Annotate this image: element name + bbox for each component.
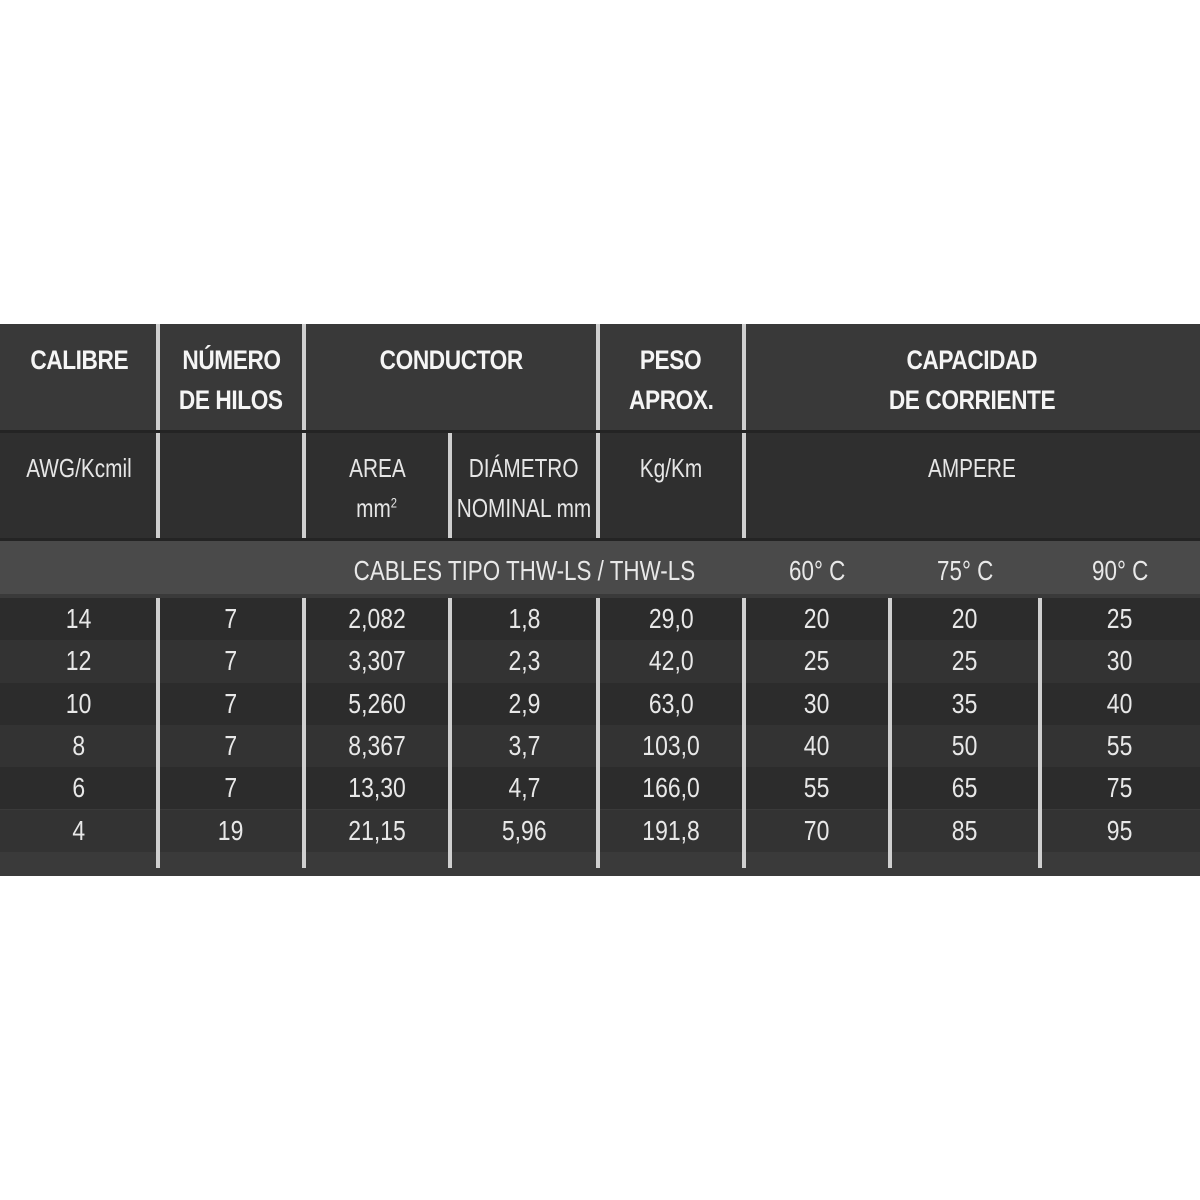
header-capacidad: [744, 324, 1200, 432]
cell-calibre: [0, 767, 158, 809]
header-conductor: [304, 324, 598, 432]
cell-value: 2,9: [508, 687, 540, 719]
cell-amp-90: [1040, 725, 1200, 767]
unit-diametro: [450, 432, 598, 540]
cell-value: 14: [66, 603, 92, 634]
header-conductor-label: CONDUCTOR: [379, 345, 523, 375]
cell-area: [304, 810, 450, 852]
cell-calibre: [0, 598, 158, 640]
cell-hilos: [158, 767, 304, 809]
cell-value: 40: [804, 729, 830, 761]
cell-hilos: [158, 683, 304, 725]
cell-hilos: [158, 725, 304, 767]
cell-value: 5,260: [348, 687, 406, 719]
cell-amp-75: [890, 640, 1040, 682]
cell-value: 2,082: [348, 603, 406, 634]
cell-value: 35: [952, 687, 978, 719]
cell-amp-60: [744, 767, 890, 809]
cell-value: 7: [224, 687, 238, 719]
cell-value: 63,0: [648, 687, 694, 719]
cell-value: 19: [218, 814, 244, 846]
cell-amp-75: [890, 598, 1040, 640]
cell-amp-75: [890, 683, 1040, 725]
cell-value: 103,0: [642, 729, 700, 761]
cell-value: 55: [804, 772, 830, 804]
cell-amp-90: [1040, 598, 1200, 640]
cell-value: 1,8: [508, 603, 540, 634]
divider: [596, 598, 600, 868]
cell-amp-90: [1040, 810, 1200, 852]
cell-value: 25: [1107, 603, 1133, 634]
temp-75-label: 75° C: [936, 555, 994, 586]
divider: [888, 598, 892, 868]
cell-amp-60: [744, 598, 890, 640]
cell-value: 50: [952, 729, 978, 761]
unit-calibre-label: AWG/Kcmil: [26, 453, 132, 483]
cell-peso: [598, 640, 744, 682]
unit-numero-hilos: [158, 432, 304, 540]
cell-peso: [598, 810, 744, 852]
divider: [742, 598, 746, 868]
cell-value: 95: [1107, 814, 1133, 846]
temp-90-label: 90° C: [1091, 555, 1149, 586]
cell-hilos: [158, 640, 304, 682]
cell-value: 25: [804, 645, 830, 677]
cell-value: 65: [952, 772, 978, 804]
header-numero-line1: NÚMERO: [181, 345, 281, 375]
row-divider: [0, 430, 1200, 433]
unit-peso-label: Kg/Km: [639, 453, 703, 483]
cell-value: 7: [224, 772, 238, 804]
header-peso-line2: APROX.: [628, 385, 714, 415]
cell-value: 30: [804, 687, 830, 719]
cell-area: [304, 683, 450, 725]
cell-value: 5,96: [501, 814, 547, 846]
cell-amp-90: [1040, 767, 1200, 809]
cell-value: 42,0: [648, 645, 694, 677]
cell-diametro: [450, 598, 598, 640]
cell-value: 75: [1107, 772, 1133, 804]
cell-value: 20: [804, 603, 830, 634]
cell-diametro: [450, 640, 598, 682]
cell-calibre: [0, 640, 158, 682]
cell-peso: [598, 598, 744, 640]
cell-amp-60: [744, 640, 890, 682]
header-peso: [598, 324, 744, 432]
cell-hilos: [158, 810, 304, 852]
cell-value: 6: [72, 772, 86, 804]
divider: [156, 598, 160, 868]
cell-amp-60: [744, 683, 890, 725]
cell-area: [304, 640, 450, 682]
cell-value: 20: [952, 603, 978, 634]
cell-value: 8,367: [348, 729, 406, 761]
cell-value: 55: [1107, 729, 1133, 761]
cell-area: [304, 598, 450, 640]
cell-calibre: [0, 725, 158, 767]
cell-diametro: [450, 767, 598, 809]
cell-value: 3,7: [508, 729, 540, 761]
unit-peso: [598, 432, 744, 540]
unit-area-line1: AREA: [348, 453, 406, 483]
cell-value: 166,0: [642, 772, 700, 804]
cell-value: 2,3: [508, 645, 540, 677]
unit-capacidad-label: AMPERE: [928, 453, 1016, 483]
cell-area: [304, 725, 450, 767]
cell-value: 25: [952, 645, 978, 677]
divider: [448, 432, 452, 540]
cell-value: 10: [66, 687, 92, 719]
header-numero-hilos: [158, 324, 304, 432]
cell-calibre: [0, 810, 158, 852]
cell-hilos: [158, 598, 304, 640]
cell-peso: [598, 725, 744, 767]
header-capacidad-line2: DE CORRIENTE: [888, 385, 1056, 415]
cable-spec-table: [0, 324, 1200, 876]
cell-amp-60: [744, 810, 890, 852]
cell-value: 7: [224, 603, 238, 634]
unit-diametro-line1: DIÁMETRO: [469, 453, 579, 483]
cell-value: 13,30: [348, 772, 406, 804]
cell-value: 8: [72, 729, 86, 761]
unit-capacidad: [744, 432, 1200, 540]
cell-area: [304, 767, 450, 809]
cell-amp-75: [890, 810, 1040, 852]
cell-value: 21,15: [348, 814, 406, 846]
unit-area: [304, 432, 450, 540]
cell-diametro: [450, 683, 598, 725]
unit-area-line2: $mm^2$: [356, 493, 398, 523]
temp-75-cell: [890, 544, 1040, 598]
temp-90-cell: [1040, 544, 1200, 598]
divider: [302, 598, 306, 868]
cell-amp-90: [1040, 683, 1200, 725]
cell-value: 7: [224, 729, 238, 761]
cell-value: 191,8: [642, 814, 700, 846]
cable-type-label-cell: [304, 544, 744, 598]
divider: [1038, 598, 1042, 868]
cell-amp-75: [890, 767, 1040, 809]
header-numero-line2: DE HILOS: [179, 385, 283, 415]
cell-value: 4,7: [508, 772, 540, 804]
cell-amp-90: [1040, 640, 1200, 682]
cell-amp-60: [744, 725, 890, 767]
header-capacidad-line1: CAPACIDAD: [906, 345, 1038, 375]
temp-60-label: 60° C: [788, 555, 846, 586]
header-calibre: [0, 324, 158, 432]
row-divider: [0, 538, 1200, 541]
cell-peso: [598, 767, 744, 809]
cell-value: 7: [224, 645, 238, 677]
header-peso-line1: PESO: [640, 345, 702, 375]
cell-peso: [598, 683, 744, 725]
cell-value: 4: [72, 814, 86, 846]
cell-value: 30: [1107, 645, 1133, 677]
cell-diametro: [450, 810, 598, 852]
cell-value: 70: [804, 814, 830, 846]
unit-calibre: [0, 432, 158, 540]
cell-amp-75: [890, 725, 1040, 767]
cell-value: 85: [952, 814, 978, 846]
cell-value: 29,0: [648, 603, 694, 634]
cell-diametro: [450, 725, 598, 767]
unit-diametro-line2: NOMINAL mm: [456, 493, 592, 523]
cell-calibre: [0, 683, 158, 725]
cell-value: 12: [66, 645, 92, 677]
cable-type-label: CABLES TIPO THW-LS / THW-LS: [353, 555, 695, 586]
cell-value: 3,307: [348, 645, 406, 677]
header-calibre-label: CALIBRE: [30, 345, 128, 375]
cell-value: 40: [1107, 687, 1133, 719]
divider: [448, 598, 452, 868]
temp-60-cell: [744, 544, 890, 598]
